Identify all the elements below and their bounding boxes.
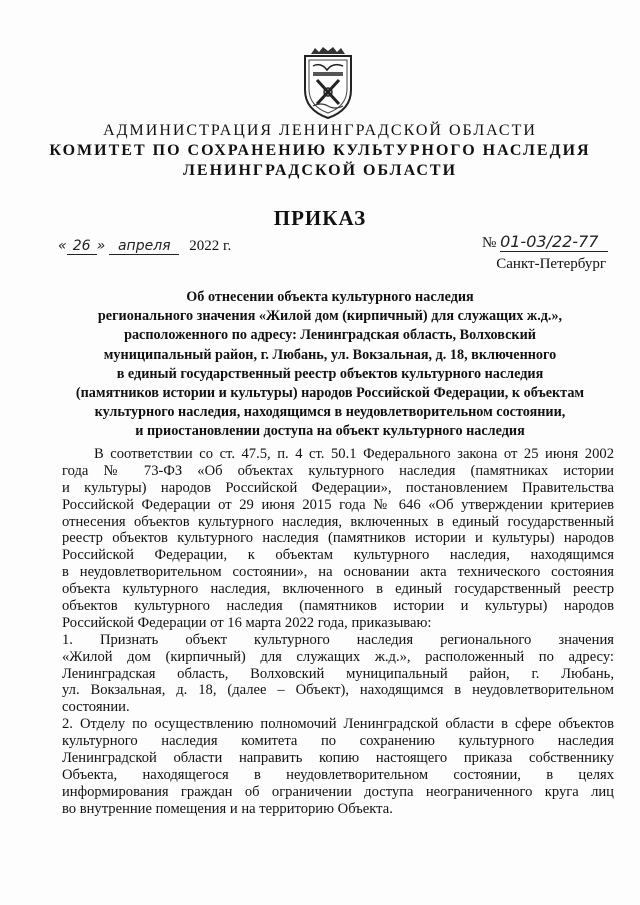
body-line: В соответствии со ст. 47.5, п. 4 ст. 50.1 Федерального закона от 25 июня 2002 [94,446,614,462]
body-line: Ленинградская область, Волховский муниципальный район, г. Любань, [62,665,614,682]
number-value: 01-03/22-77 [500,232,608,252]
body-line: года № 73-ФЗ «Об объектах культурного наследия (памятниках истории [62,462,614,479]
date-day: 26 [67,238,97,255]
body-line: 2. Отделу по осуществлению полномочий Ленинградской области в сфере объектов [62,716,614,733]
subject-line: в единый государственный реестр объектов культурного наследия [116,365,544,382]
body-line: и культуры) народов Российской Федерации», постановлением Правительства [62,479,614,496]
body-line: объекта культурного наследия, включенного в единый государственный реестр [62,581,614,598]
body-line: Российской Федерации, к объектам культурного наследия, находящимся [62,547,614,564]
order-date [58,238,231,258]
body-line: ул. Вокзальная, д. 18, (далее – Объект), находящимся в неудовлетворительном [62,682,614,699]
body-line: отнесения объектов культурного наследия, включенных в единый государственный [62,513,614,530]
city: Санкт-Петербург [496,256,606,272]
date-year: 2022 г. [189,238,232,254]
date-open-quote: « [58,238,67,254]
body-line: информирования граждан об ограничении доступа неограниченного круга лиц [62,783,614,800]
org-line-region: ЛЕНИНГРАДСКОЙ ОБЛАСТИ [182,162,458,179]
body-line: Российской Федерации от 16 марта 2022 года, приказываю: [62,614,432,631]
subject-line: расположенного по адресу: Ленинградская область, Волховский [124,327,536,344]
order-title: ПРИКАЗ [273,206,367,230]
subject-line: и приостановлении доступа на объект культурного наследия [135,423,525,440]
subject-line: муниципальный район, г. Любань, ул. Вокзальная, д. 18, включенного [103,346,557,363]
subject-line: (памятников истории и культуры) народов Российской Федерации, к объектам [75,385,585,402]
body-line: во внутренние помещения и на территорию Объекта. [62,800,393,817]
body-line: Российской Федерации от 29 июня 2015 года № 646 «Об утверждении критериев [62,496,614,513]
body-line: 1. Признать объект культурного наследия регионального значения [62,631,614,648]
date-month: апреля [109,238,179,255]
subject-line: регионального значения «Жилой дом (кирпичный) для служащих ж.д.», [97,308,563,325]
body-line: объектов культурного наследия (памятников истории и культуры) народов [62,598,614,615]
number-prefix: № [482,235,497,251]
body-line: в неудовлетворительном состоянии», на основании акта технического состояния [62,564,614,581]
order-subject [40,288,620,442]
body-line: культурного наследия комитета по сохранению культурного наследия [62,733,614,750]
org-line-committee: КОМИТЕТ ПО СОХРАНЕНИЮ КУЛЬТУРНОГО НАСЛЕДИЯ [49,142,591,159]
order-number [482,232,608,252]
org-line-administration: АДМИНИСТРАЦИЯ ЛЕНИНГРАДСКОЙ ОБЛАСТИ [103,122,537,139]
body-line: состоянии. [62,699,130,716]
body-line: Ленинградской области направить копию настоящего приказа собственнику [62,750,614,767]
body-line: «Жилой дом (кирпичный) для служащих ж.д.», расположенный по адресу: [62,648,614,665]
order-body [62,446,614,818]
subject-line: культурного наследия, находящимся в неудовлетворительном состоянии, [94,404,566,421]
body-line: реестр объектов культурного наследия (памятников истории и культуры) народов [62,530,614,547]
coat-of-arms-emblem [299,46,357,120]
body-line: Объекта, находящегося в неудовлетворительном состоянии, в целях [62,766,614,783]
subject-line: Об отнесении объекта культурного наследия [186,289,474,305]
date-close-quote: » [96,238,106,254]
